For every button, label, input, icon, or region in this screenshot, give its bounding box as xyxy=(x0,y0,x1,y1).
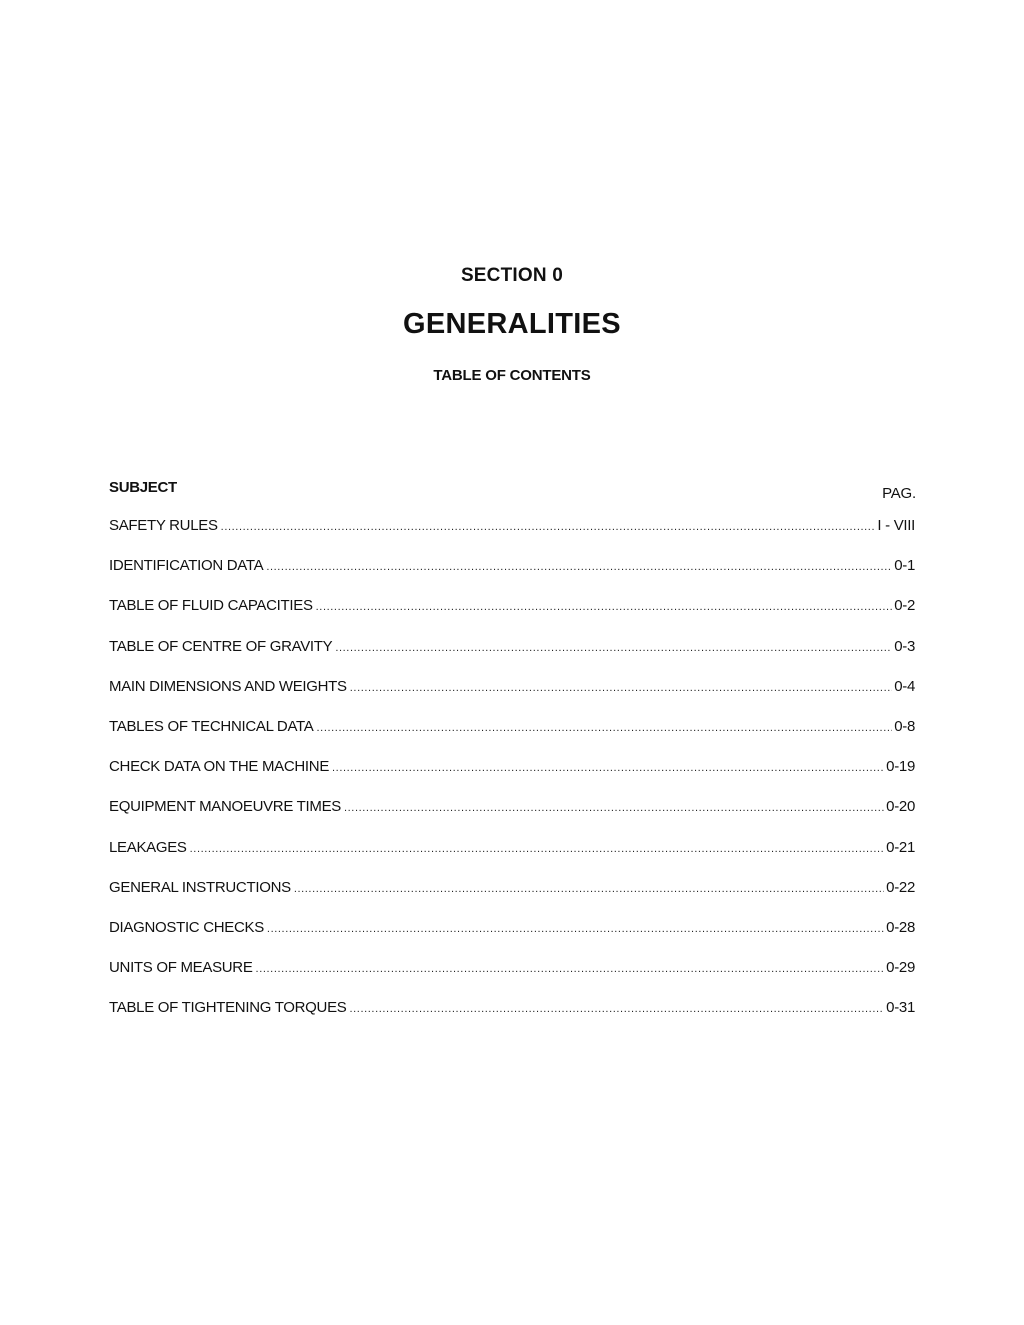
toc-entry[interactable] xyxy=(109,638,915,678)
toc-entry-page: 0-8 xyxy=(894,717,915,735)
toc-heading: TABLE OF CONTENTS xyxy=(433,367,591,384)
toc-entry-label: GENERAL INSTRUCTIONS xyxy=(109,878,291,896)
dot-leader xyxy=(317,722,893,734)
toc-entry-label: TABLES OF TECHNICAL DATA xyxy=(109,717,314,735)
dot-leader xyxy=(350,1003,885,1015)
dot-leader xyxy=(221,521,876,533)
toc-entry-page: 0-3 xyxy=(894,637,915,655)
toc-entry-label: TABLE OF FLUID CAPACITIES xyxy=(109,597,313,615)
dot-leader xyxy=(350,682,892,694)
subject-column-header: SUBJECT xyxy=(109,479,177,496)
toc-entry[interactable] xyxy=(109,678,915,718)
section-label: SECTION 0 xyxy=(460,265,564,286)
dot-leader xyxy=(267,923,884,935)
toc-entry[interactable] xyxy=(109,557,915,597)
toc-entry-page: 0-20 xyxy=(886,798,915,816)
toc-entry[interactable] xyxy=(109,758,915,798)
toc-entry-page: 0-29 xyxy=(886,959,915,977)
toc-entry-label: IDENTIFICATION DATA xyxy=(109,557,264,575)
dot-leader xyxy=(190,843,885,855)
toc-entry-label: TABLE OF CENTRE OF GRAVITY xyxy=(109,637,333,655)
toc-entry-label: UNITS OF MEASURE xyxy=(109,959,253,977)
dot-leader xyxy=(256,963,885,975)
toc-entry[interactable] xyxy=(109,839,915,879)
toc-entry[interactable] xyxy=(109,879,915,919)
dot-leader xyxy=(266,561,892,573)
dot-leader xyxy=(335,642,892,654)
toc-entry-page: 0-2 xyxy=(894,597,915,615)
toc-entry-page: I - VIII xyxy=(877,517,915,534)
toc-entry-page: 0-4 xyxy=(894,677,915,695)
toc-entry-label: SAFETY RULES xyxy=(109,517,218,534)
toc-entry-label: DIAGNOSTIC CHECKS xyxy=(109,918,264,936)
toc-entry-page: 0-21 xyxy=(886,838,915,856)
toc-entry[interactable] xyxy=(109,597,915,637)
toc-entry[interactable] xyxy=(109,798,915,838)
toc-entry-page: 0-19 xyxy=(886,758,915,776)
toc-entry-page: 0-1 xyxy=(894,557,915,575)
dot-leader xyxy=(316,601,893,613)
toc-entry[interactable] xyxy=(109,517,915,557)
dot-leader xyxy=(332,762,884,774)
toc-entry-label: CHECK DATA ON THE MACHINE xyxy=(109,758,330,776)
toc-entry[interactable] xyxy=(109,999,915,1039)
dot-leader xyxy=(344,802,884,814)
toc-entry-label: EQUIPMENT MANOEUVRE TIMES xyxy=(109,798,341,816)
toc-entry-page: 0-28 xyxy=(886,918,915,936)
toc-entry-label: MAIN DIMENSIONS AND WEIGHTS xyxy=(109,677,347,695)
toc-entry-label: LEAKAGES xyxy=(109,838,187,856)
toc-entry[interactable] xyxy=(109,919,915,959)
toc-entry-label: TABLE OF TIGHTENING TORQUES xyxy=(109,999,347,1017)
table-of-contents xyxy=(109,517,915,1039)
toc-entry-page: 0-31 xyxy=(886,999,915,1017)
toc-entry[interactable] xyxy=(109,959,915,999)
toc-entry[interactable] xyxy=(109,718,915,758)
page-column-header: PAG. xyxy=(882,485,916,502)
toc-entry-page: 0-22 xyxy=(886,878,915,896)
dot-leader xyxy=(294,883,884,895)
page-title: GENERALITIES xyxy=(403,308,621,340)
